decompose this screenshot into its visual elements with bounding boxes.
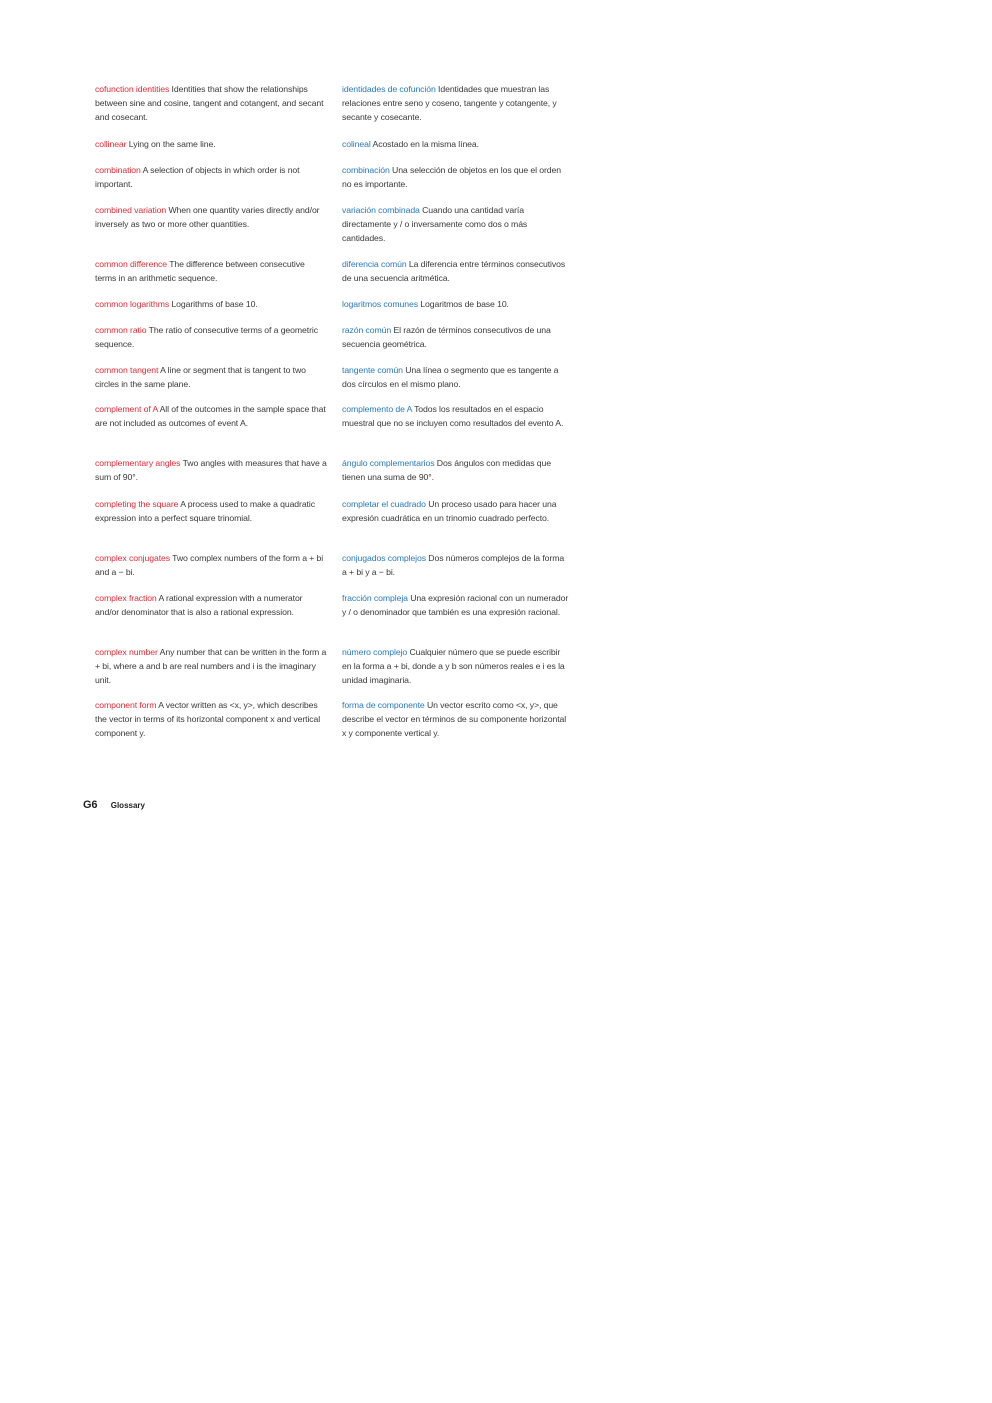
english-definition	[95, 82, 327, 124]
english-term: complex number	[95, 647, 158, 657]
spanish-definition	[342, 698, 570, 740]
english-definition	[95, 551, 327, 579]
spanish-definition-text: Acostado en la misma línea.	[372, 139, 479, 149]
english-definition	[95, 645, 327, 687]
page-footer	[83, 795, 145, 813]
english-term: common ratio	[95, 325, 147, 335]
english-definition-text: A vector written as <x, y>, which describes the vector in terms of its horizontal component x and vertical component y.	[95, 700, 321, 738]
english-definition	[95, 591, 327, 619]
spanish-definition-text: Una expresión racional con un numerador y / o denominador que también es una expresión racional.	[342, 593, 569, 617]
english-term: combination	[95, 165, 141, 175]
english-definition-text: All of the outcomes in the sample space that are not included as outcomes of event A.	[95, 404, 326, 428]
english-term: completing the square	[95, 499, 179, 509]
english-term: component form	[95, 700, 157, 710]
english-definition	[95, 137, 327, 151]
english-term: cofunction identities	[95, 84, 170, 94]
spanish-definition	[342, 591, 570, 619]
spanish-definition-text: Dos ángulos con medidas que tienen una suma de 90°.	[342, 458, 551, 482]
spanish-definition-text: Cuando una cantidad varía directamente y / o inversamente como dos o más cantidades.	[342, 205, 528, 243]
spanish-definition	[342, 551, 570, 579]
spanish-term: conjugados complejos	[342, 553, 426, 563]
spanish-definition-text: Una línea o segmento que es tangente a dos círculos en el mismo plano.	[342, 365, 559, 389]
english-term: common tangent	[95, 365, 159, 375]
english-definition-text: Logarithms of base 10.	[171, 299, 258, 309]
english-definition-text: Two complex numbers of the form a + bi and a − bi.	[95, 553, 324, 577]
english-definition-text: A rational expression with a numerator and/or denominator that is also a rational expression.	[95, 593, 303, 617]
spanish-definition	[342, 645, 570, 687]
english-definition	[95, 363, 327, 391]
spanish-term: fracción compleja	[342, 593, 408, 603]
spanish-definition-text: Cualquier número que se puede escribir en la forma a + bi, donde a y b son números reales e i es la unidad imaginaria.	[342, 647, 565, 685]
english-term: complex fraction	[95, 593, 157, 603]
english-definition-text: Any number that can be written in the form a + bi, where a and b are real numbers and i is the imaginary unit.	[95, 647, 327, 685]
english-definition	[95, 497, 327, 525]
english-definition	[95, 323, 327, 351]
spanish-definition-text: Un proceso usado para hacer una expresión cuadrática en un trinomio cuadrado perfecto.	[342, 499, 557, 523]
english-term: combined variation	[95, 205, 167, 215]
section-title: Glossary	[110, 801, 145, 810]
spanish-definition	[342, 257, 570, 285]
spanish-definition-text: Un vector escrito como <x, y>, que describe el vector en términos de su componente horizontal x y componente vertical y.	[342, 700, 567, 738]
spanish-definition-text: Una selección de objetos en los que el orden no es importante.	[342, 165, 562, 189]
english-definition	[95, 203, 327, 231]
english-definition-text: Two angles with measures that have a sum of 90°.	[95, 458, 327, 482]
english-term: complement of A	[95, 404, 158, 414]
spanish-term: completar el cuadrado	[342, 499, 426, 509]
english-term: complementary angles	[95, 458, 181, 468]
spanish-term: diferencia común	[342, 259, 407, 269]
spanish-definition	[342, 297, 570, 311]
spanish-definition	[342, 203, 570, 245]
english-definition-text: A process used to make a quadratic expression into a perfect square trinomial.	[95, 499, 315, 523]
english-term: collinear	[95, 139, 127, 149]
english-definition-text: A selection of objects in which order is not important.	[95, 165, 300, 189]
spanish-definition	[342, 82, 570, 124]
english-definition-text: Identities that show the relationships between sine and cosine, tangent and cotangent, and secant and cosecant.	[95, 84, 324, 122]
spanish-definition	[342, 402, 570, 430]
page-number: G6	[83, 799, 98, 811]
spanish-definition-text: Todos los resultados en el espacio muestral que no se incluyen como resultados del evento A.	[342, 404, 564, 428]
spanish-term: variación combinada	[342, 205, 420, 215]
english-definition-text: The ratio of consecutive terms of a geometric sequence.	[95, 325, 318, 349]
spanish-definition-text: El razón de términos consecutivos de una secuencia geométrica.	[342, 325, 551, 349]
spanish-term: complemento de A	[342, 404, 412, 414]
spanish-definition-text: La diferencia entre términos consecutivos de una secuencia aritmética.	[342, 259, 566, 283]
english-term: common difference	[95, 259, 168, 269]
english-term: complex conjugates	[95, 553, 170, 563]
spanish-term: razón común	[342, 325, 392, 335]
spanish-term: tangente común	[342, 365, 403, 375]
english-definition	[95, 163, 327, 191]
spanish-definition-text: Identidades que muestran las relaciones entre seno y coseno, tangente y cotangente, y secante y cosecante.	[342, 84, 557, 122]
spanish-term: ángulo complementarios	[342, 458, 435, 468]
spanish-term: identidades de cofunción	[342, 84, 436, 94]
spanish-definition-text: Dos números complejos de la forma a + bi y a − bi.	[342, 553, 565, 577]
english-definition	[95, 257, 327, 285]
english-definition-text: When one quantity varies directly and/or inversely as two or more other quantities.	[95, 205, 320, 229]
spanish-definition	[342, 363, 570, 391]
spanish-term: combinación	[342, 165, 390, 175]
spanish-definition	[342, 137, 570, 151]
spanish-definition	[342, 323, 570, 351]
english-definition	[95, 456, 327, 484]
english-definition-text: The difference between consecutive terms in an arithmetic sequence.	[95, 259, 305, 283]
spanish-term: número complejo	[342, 647, 408, 657]
spanish-definition-text: Logaritmos de base 10.	[420, 299, 509, 309]
spanish-definition	[342, 163, 570, 191]
spanish-term: forma de componente	[342, 700, 425, 710]
english-definition-text: Lying on the same line.	[128, 139, 216, 149]
english-definition	[95, 402, 327, 430]
spanish-definition	[342, 456, 570, 484]
spanish-definition	[342, 497, 570, 525]
english-definition	[95, 297, 327, 311]
english-definition	[95, 698, 327, 740]
english-term: common logarithms	[95, 299, 170, 309]
spanish-term: colineal	[342, 139, 371, 149]
spanish-term: logaritmos comunes	[342, 299, 418, 309]
english-definition-text: A line or segment that is tangent to two circles in the same plane.	[95, 365, 306, 389]
